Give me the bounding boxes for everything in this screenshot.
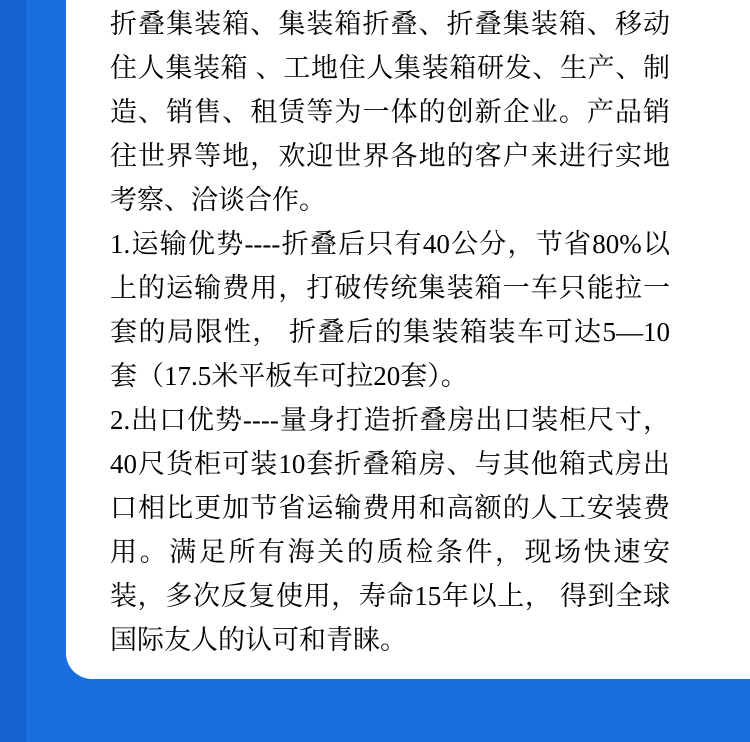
document-body: [110, 0, 670, 662]
paragraph-intro: 折叠集装箱、集装箱折叠、折叠集装箱、移动住人集装箱 、工地住人集装箱研发、生产、制造、销售、租赁等为一体的创新企业。产品销往世界等地，欢迎世界各地的客户来进行实地考察、洽谈合作。: [110, 9, 670, 215]
paragraph-export-advantage: 2.出口优势----量身打造折叠房出口装柜尺寸，40尺货柜可装10套折叠箱房、与其他箱式房出口相比更加节省运输费用和高额的人工安装费用。满足所有海关的质检条件，现场快速安装，多次反复使用，寿命15年以上， 得到全球国际友人的认可和青睐。: [110, 405, 670, 655]
paragraph-transport-advantage: 1.运输优势----折叠后只有40公分，节省80%以上的运输费用，打破传统集装箱一车只能拉一套的局限性， 折叠后的集装箱装车可达5—10套（17.5米平板车可拉20套）。: [110, 229, 670, 391]
left-edge-band: [0, 0, 26, 742]
